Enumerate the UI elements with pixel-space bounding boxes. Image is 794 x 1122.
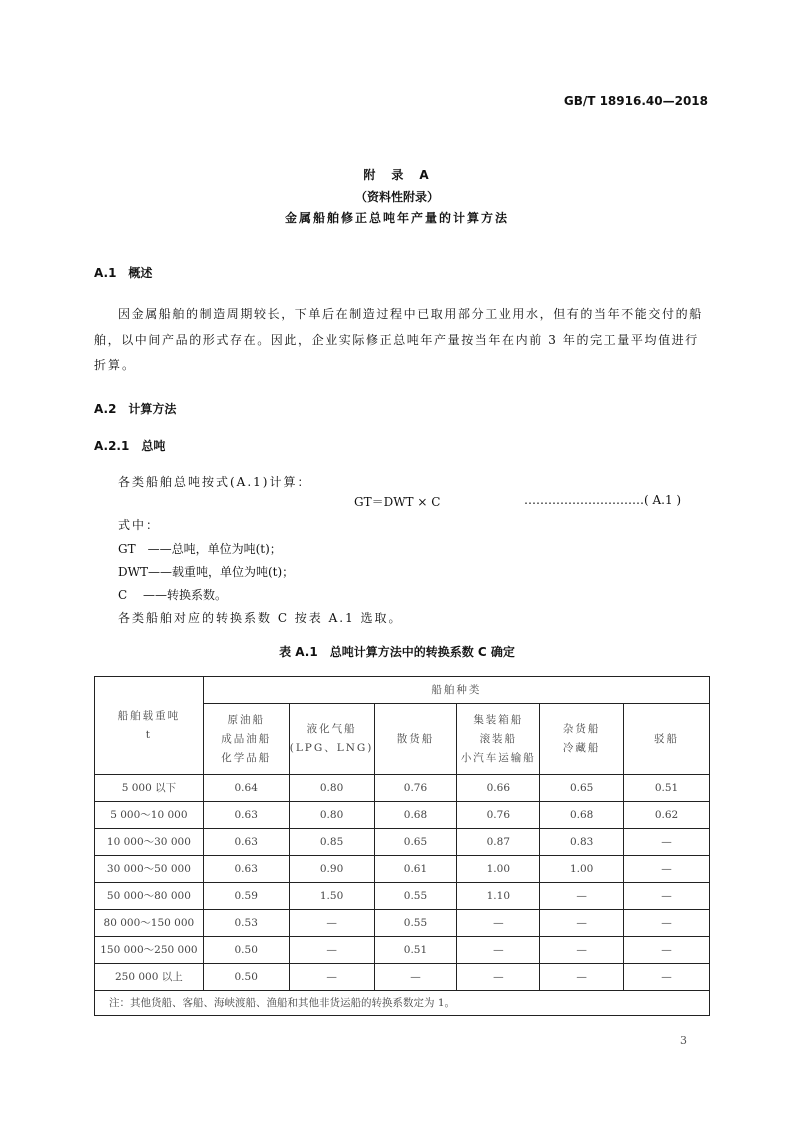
formula: GT＝DWT × C [354,495,441,509]
cell-value: 0.50 [203,937,289,964]
formula-number: …………………………( A.1 ) [524,493,682,507]
cell-value: 0.65 [374,829,457,856]
table-row [95,883,710,910]
section-a21-heading: A.2.1 总吨 [94,439,166,453]
definition: GT ——总吨，单位为吨(t)； [118,542,282,556]
table-row [95,775,710,802]
table-row [95,856,710,883]
para-line: 因金属船舶的制造周期较长，下单后在制造过程中已取用部分工业用水，但有的当年不能交付的船 [118,307,703,321]
cell-value: — [374,964,457,991]
table-row [95,829,710,856]
appendix-title: 附 录 A [363,168,431,182]
column-header: 液化气船 (LPG、LNG) [289,704,374,775]
cell-value: 0.61 [374,856,457,883]
cell-value: — [457,937,540,964]
cell-value: — [540,937,624,964]
cell-value: 1.00 [540,856,624,883]
cell-value: 0.51 [374,937,457,964]
cell-tonnage: 30 000～50 000 [95,856,204,883]
cell-tonnage: 80 000～150 000 [95,910,204,937]
cell-value: 0.63 [203,856,289,883]
where-label: 式中： [118,518,161,532]
cell-tonnage: 50 000～80 000 [95,883,204,910]
cell-value: — [289,910,374,937]
cell-value: 0.59 [203,883,289,910]
standard-number: GB/T 18916.40—2018 [563,94,708,108]
cell-value: 0.68 [374,802,457,829]
page-number: 3 [680,1034,687,1047]
cell-tonnage: 10 000～30 000 [95,829,204,856]
cell-value: 0.65 [540,775,624,802]
cell-value: — [624,856,710,883]
cell-value: 0.80 [289,802,374,829]
cell-value: 0.63 [203,829,289,856]
column-header: 散货船 [374,704,457,775]
group-header: 船舶种类 [203,677,709,704]
para-line: 折算。 [94,358,137,372]
cell-value: 0.66 [457,775,540,802]
cell-value: 0.55 [374,883,457,910]
cell-value: 1.00 [457,856,540,883]
cell-value: 0.83 [540,829,624,856]
column-header: 集装箱船 滚装船 小汽车运输船 [457,704,540,775]
cell-value: — [289,937,374,964]
cell-tonnage: 150 000～250 000 [95,937,204,964]
cell-value: 0.53 [203,910,289,937]
cell-tonnage: 250 000 以上 [95,964,204,991]
cell-value: — [540,910,624,937]
cell-tonnage: 5 000～10 000 [95,802,204,829]
cell-value: 0.76 [374,775,457,802]
cell-value: 0.85 [289,829,374,856]
select-text: 各类船舶对应的转换系数 C 按表 A.1 选取。 [118,611,403,625]
appendix-type: （资料性附录） [354,190,439,204]
cell-value: 1.50 [289,883,374,910]
column-header: 驳船 [624,704,710,775]
cell-value: — [457,910,540,937]
para-line: 舶，以中间产品的形式存在。因此，企业实际修正总吨年产量按当年在内前 3 年的完工量平均值进行 [94,333,699,347]
cell-value: — [540,883,624,910]
cell-value: 0.87 [457,829,540,856]
cell-value: — [624,829,710,856]
cell-tonnage: 5 000 以下 [95,775,204,802]
section-a1-heading: A.1 概述 [94,266,153,280]
definition: DWT——载重吨，单位为吨(t)； [118,565,295,579]
cell-value: — [624,937,710,964]
cell-value: — [457,964,540,991]
cell-value: 0.64 [203,775,289,802]
appendix-subtitle: 金属船舶修正总吨年产量的计算方法 [284,211,509,225]
table-row [95,910,710,937]
column-header: 原油船 成品油船 化学品船 [203,704,289,775]
row-header: 船舶载重吨 t [95,677,204,775]
cell-value: 0.68 [540,802,624,829]
cell-value: — [289,964,374,991]
table-row [95,802,710,829]
cell-value: 0.90 [289,856,374,883]
cell-value: 0.62 [624,802,710,829]
cell-value: 0.76 [457,802,540,829]
cell-value: 0.51 [624,775,710,802]
cell-value: 0.63 [203,802,289,829]
cell-value: — [540,964,624,991]
table-caption: 表 A.1 总吨计算方法中的转换系数 C 确定 [279,645,515,659]
cell-value: — [624,910,710,937]
cell-value: 0.55 [374,910,457,937]
cell-value: — [624,964,710,991]
table-row [95,937,710,964]
section-a2-heading: A.2 计算方法 [94,402,177,416]
conversion-table [94,676,710,1016]
cell-value: — [624,883,710,910]
intro-text: 各类船舶总吨按式(A.1)计算： [118,475,312,489]
cell-value: 0.50 [203,964,289,991]
column-header: 杂货船 冷藏船 [540,704,624,775]
table-row [95,964,710,991]
cell-value: 0.80 [289,775,374,802]
table-note: 注：其他货船、客船、海峡渡船、渔船和其他非货运船的转换系数定为 1。 [95,991,710,1016]
cell-value: 1.10 [457,883,540,910]
definition: C ——转换系数。 [118,588,227,602]
